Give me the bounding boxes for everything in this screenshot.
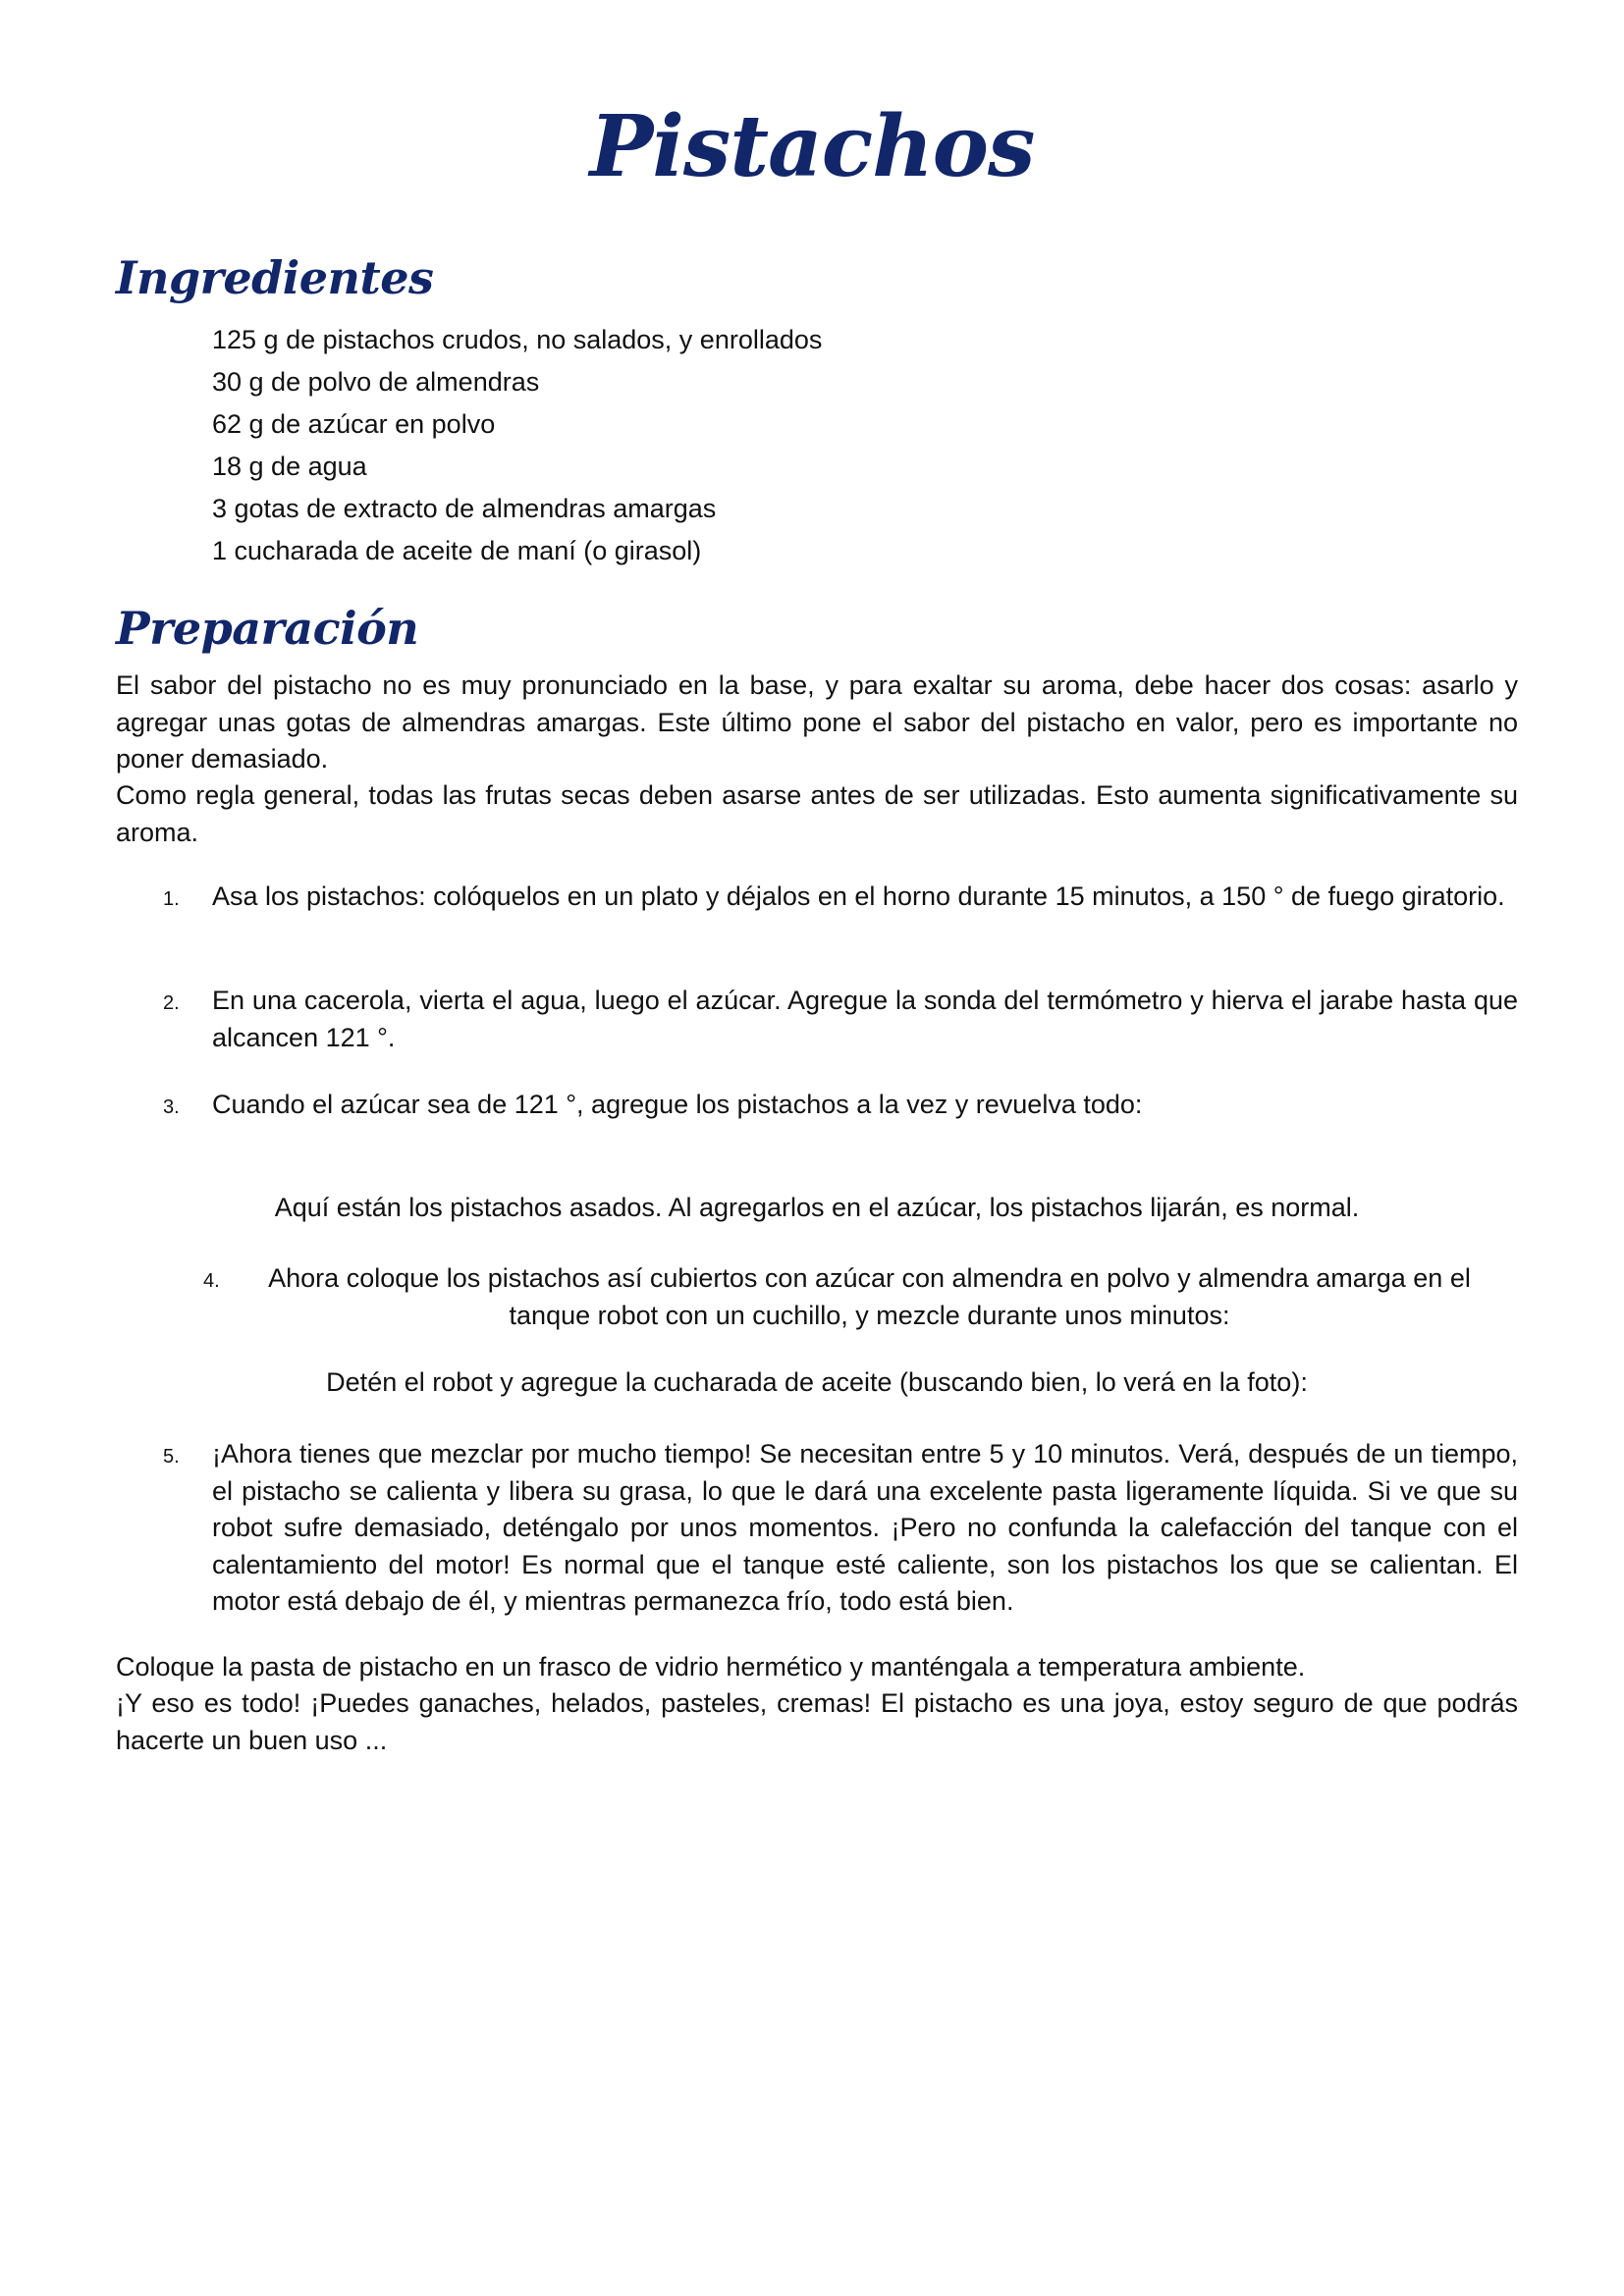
step-text: Asa los pistachos: colóquelos en un plato y déjalos en el horno durante 15 minutos, a 150 ° de fuego giratorio. bbox=[212, 881, 1505, 911]
photo-caption: Aquí están los pistachos asados. Al agregarlos en el azúcar, los pistachos lijarán, es normal. bbox=[274, 1193, 1360, 1222]
step-item bbox=[116, 1087, 1518, 1124]
preparation-heading: Preparación bbox=[116, 602, 419, 655]
step-item bbox=[116, 879, 1518, 916]
intro-paragraph: Como regla general, todas las frutas secas deben asarse antes de ser utilizadas. Esto aumenta significativamente su aroma. bbox=[116, 780, 1518, 847]
step-text: Ahora coloque los pistachos así cubiertos con azúcar con almendra en polvo y almendra amarga en el tanque robot con un cuchillo, y mezcle durante unos minutos: bbox=[268, 1263, 1471, 1330]
ingredient-item: 18 g de agua bbox=[212, 452, 367, 481]
closing-paragraph: Coloque la pasta de pistacho en un frasco de vidrio hermético y manténgala a temperatura ambiente. bbox=[116, 1652, 1306, 1682]
step-number: 5. bbox=[163, 1446, 180, 1468]
step-number: 2. bbox=[163, 992, 180, 1014]
step-number: 1. bbox=[163, 888, 180, 910]
intro-paragraph: El sabor del pistacho no es muy pronunciado en la base, y para exaltar su aroma, debe hacer dos cosas: asarlo y agregar unas gotas de almendras amargas. Este último pone el sabor del pistacho en valor, pero es importante no poner demasiado. bbox=[116, 670, 1518, 774]
ingredient-item: 3 gotas de extracto de almendras amargas bbox=[212, 494, 717, 523]
closing-paragraph: ¡Y eso es todo! ¡Puedes ganaches, helados, pasteles, cremas! El pistacho es una joya, estoy seguro de que podrás hacerte un buen uso ... bbox=[116, 1688, 1518, 1755]
step-text: ¡Ahora tienes que mezclar por mucho tiempo! Se necesitan entre 5 y 10 minutos. Verá, después de un tiempo, el pistacho se calienta y libera su grasa, lo que le dará una excelente pasta ligeramente líquida. Si ve que su robot sufre demasiado, deténgalo por unos momentos. ¡Pero no confunda la calefacción del tanque con el calentamiento del motor! Es normal que el tanque esté caliente, son los pistachos los que se calientan. El motor está debajo de él, y mientras permanezca frío, todo está bien. bbox=[212, 1439, 1518, 1616]
step-number: 3. bbox=[163, 1096, 180, 1118]
ingredients-list bbox=[212, 319, 822, 572]
ingredient-item: 125 g de pistachos crudos, no salados, y enrollados bbox=[212, 325, 823, 354]
step-item bbox=[116, 983, 1518, 1056]
ingredient-item: 1 cucharada de aceite de maní (o girasol) bbox=[212, 536, 702, 565]
step-text: Cuando el azúcar sea de 121 °, agregue los pistachos a la vez y revuelva todo: bbox=[212, 1090, 1143, 1119]
page-title: Pistachos bbox=[589, 97, 1035, 196]
ingredient-item: 30 g de polvo de almendras bbox=[212, 367, 540, 397]
step-text: En una cacerola, vierta el agua, luego el azúcar. Agregue la sonda del termómetro y hierva el jarabe hasta que alcancen 121 °. bbox=[212, 986, 1518, 1052]
ingredients-heading: Ingredientes bbox=[116, 251, 434, 304]
step-item bbox=[116, 1260, 1518, 1334]
photo-caption: Detén el robot y agregue la cucharada de aceite (buscando bien, lo verá en la foto): bbox=[326, 1367, 1308, 1397]
step-number: 4. bbox=[203, 1270, 220, 1292]
step-item bbox=[116, 1436, 1518, 1621]
ingredient-item: 62 g de azúcar en polvo bbox=[212, 409, 496, 439]
